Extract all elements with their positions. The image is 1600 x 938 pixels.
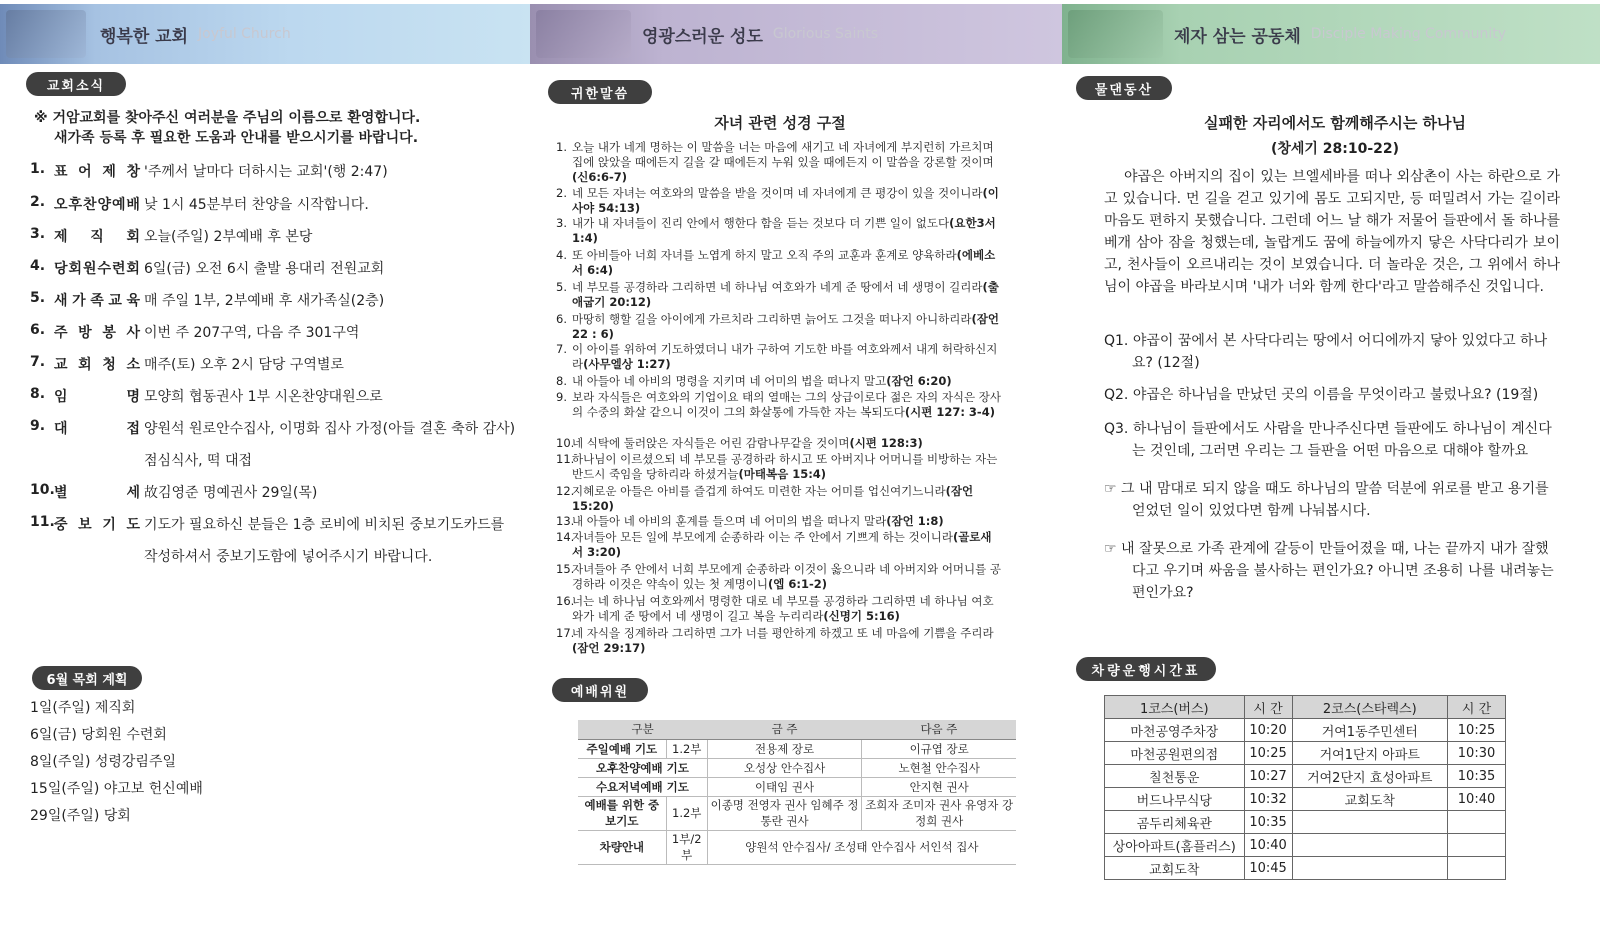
course-1-time: 10:25 <box>1244 742 1292 765</box>
verse-text <box>572 342 1002 372</box>
verse-item <box>556 626 1002 656</box>
news-item-number <box>30 450 54 470</box>
verse-number: 10. <box>556 436 575 450</box>
course-1-time: 10:32 <box>1244 788 1292 811</box>
verse-body: 내 아들아 네 아비의 명령을 지키며 네 어미의 법을 떠나지 말고 <box>572 374 887 388</box>
course-2-time <box>1448 811 1506 834</box>
verse-reference: (신6:6-7) <box>572 170 627 185</box>
verse-number: 16. <box>556 594 575 608</box>
verse-reference: (시편 127: 3-4) <box>904 405 995 420</box>
verse-body: 자녀들아 주 안에서 너희 부모에게 순종하라 이것이 옳으니라 네 아버지와 어머니를 공경하라 이것은 약속이 있는 첫 계명이니 <box>572 562 1002 592</box>
course-1-time: 10:20 <box>1244 719 1292 742</box>
verse-reference: (잠언 29:17) <box>572 641 646 656</box>
news-item <box>30 322 520 342</box>
verse-text <box>572 436 1002 451</box>
news-item-key-char: 임 <box>54 389 68 405</box>
course-2-time: 10:25 <box>1448 719 1506 742</box>
header-next-week: 다음 주 <box>862 720 1016 739</box>
header-course-1: 1코스(버스) <box>1105 696 1245 719</box>
news-item <box>30 546 520 566</box>
banner-joyful-church <box>0 4 530 64</box>
welcome-line-2: 새가족 등록 후 필요한 도움과 안내를 받으시기를 바랍니다. <box>54 130 419 146</box>
news-item-key <box>54 546 144 566</box>
verse-text <box>572 484 1002 514</box>
verse-text <box>572 626 1002 656</box>
course-1-stop: 교회도착 <box>1105 857 1245 880</box>
news-item-key-char: 예 <box>111 197 126 213</box>
news-item-number: 8. <box>30 386 46 402</box>
verse-reference: (신명기 5:16) <box>823 609 900 624</box>
news-item-label <box>30 322 144 342</box>
course-1-stop: 곰두리체육관 <box>1105 811 1245 834</box>
table-row <box>1105 742 1506 765</box>
table-row <box>578 739 1016 758</box>
meditation-question: Q1. 야곱이 꿈에서 본 사닥다리는 땅에서 어디에까지 닿아 있었다고 하나요? (12절) <box>1104 333 1548 371</box>
duty-this-week: 전용제 장로 <box>707 739 862 758</box>
verse-text <box>572 248 1002 278</box>
verse-reference: (시편 128:3) <box>849 436 923 450</box>
news-item-key-char: 별 <box>54 485 68 501</box>
verse-item <box>556 436 1002 451</box>
news-item-key-char: 후 <box>68 197 83 213</box>
news-item-key-char: 회 <box>126 261 140 277</box>
table-header-row <box>1105 696 1506 719</box>
news-item-key-char: 봉 <box>102 325 116 341</box>
news-item-label <box>30 161 144 181</box>
verse-item <box>556 280 1002 310</box>
news-item-key-char: 대 <box>54 421 68 437</box>
news-item-key-char: 련 <box>111 261 126 277</box>
banner-title-en: Joyful Church <box>198 26 291 42</box>
june-plan-item: 6일(금) 당회원 수련회 <box>30 727 167 743</box>
news-item-key-char: 회 <box>68 261 83 277</box>
duty-next-week: 노현철 안수집사 <box>862 758 1016 777</box>
verse-reference: (잠언 15:20) <box>572 484 974 514</box>
verse-number: 6. <box>556 312 567 326</box>
june-plan-item: 8일(주일) 성령강림주일 <box>30 754 176 770</box>
meditation-reference: (창세기 28:10-22) <box>1270 141 1400 157</box>
table-header-row <box>578 720 1016 739</box>
news-item-value: '주께서 날마다 더하시는 교회'(행 2:47) <box>144 164 388 180</box>
meditation-question: ☞ 그 내 맘대로 되지 않을 때도 하나님의 말씀 덕분에 위로를 받고 용기를 얻었던 일이 있었다면 함께 나눠봅시다. <box>1104 481 1549 519</box>
verse-number: 5. <box>556 280 567 294</box>
news-item-key-char: 교 <box>108 293 122 309</box>
banner-photo <box>6 10 86 58</box>
verse-item <box>556 452 1002 482</box>
news-item-key-char: 배 <box>126 197 140 213</box>
verse-item <box>556 562 1002 592</box>
verse-body: 하나님이 이르셨으되 네 부모를 공경하라 하시고 또 아버지나 어머니를 비방하는 자는 반드시 죽임을 당하리라 하셨거늘 <box>572 452 998 482</box>
news-item-key-char: 회 <box>126 229 140 245</box>
verse-item <box>556 312 1002 342</box>
course-1-time: 10:35 <box>1244 811 1292 834</box>
course-2-time: 10:30 <box>1448 742 1506 765</box>
verse-number: 4. <box>556 248 567 262</box>
meditation-pill: 물댄동산 <box>1076 76 1172 100</box>
news-item-label <box>30 450 144 470</box>
welcome-message <box>34 108 504 148</box>
header-course-2: 2코스(스타렉스) <box>1292 696 1448 719</box>
news-item-number: 5. <box>30 290 46 306</box>
duty-part: 1.2부 <box>666 796 707 830</box>
news-item-label <box>30 290 144 310</box>
duty-part: 1부/2부 <box>666 830 707 864</box>
header-time-2: 시 간 <box>1448 696 1506 719</box>
course-2-time: 10:35 <box>1448 765 1506 788</box>
news-item-value: 매주(토) 오후 2시 담당 구역별로 <box>144 357 344 373</box>
verse-text <box>572 280 1002 310</box>
news-item-number: 3. <box>30 226 46 242</box>
news-item-key-char: 접 <box>126 421 140 437</box>
duty-next-week: 안지현 권사 <box>862 777 1016 796</box>
news-item <box>30 482 520 502</box>
news-item-key-char: 양 <box>97 197 111 213</box>
verse-number: 11. <box>556 452 575 466</box>
news-item-key-char: 원 <box>82 261 97 277</box>
news-item-key-char: 사 <box>126 325 140 341</box>
news-item-label <box>30 482 144 502</box>
news-item-label <box>30 386 144 406</box>
duty-role: 오후찬양예배 기도 <box>578 758 707 777</box>
table-row <box>1105 765 1506 788</box>
verse-body: 네 자식을 징계하라 그리하면 그가 너를 평안하게 하겠고 또 네 마음에 기쁨을 주리라 <box>572 626 994 640</box>
news-item-number: 11. <box>30 514 55 530</box>
verse-item <box>556 390 1002 420</box>
header-this-week: 금 주 <box>707 720 862 739</box>
course-1-stop: 마천공원편의점 <box>1105 742 1245 765</box>
welcome-line-1: ※ 거암교회를 찾아주신 여러분을 주님의 이름으로 환영합니다. <box>34 110 421 126</box>
verse-item <box>556 484 1002 514</box>
table-row <box>578 830 1016 864</box>
news-item-key <box>54 482 144 502</box>
news-item-key-char: 제 <box>54 229 68 245</box>
table-row <box>1105 857 1506 880</box>
meditation-body: 야곱은 아버지의 집이 있는 브엘세바를 떠나 외삼촌이 사는 하란으로 가고 있습니다. 먼 길을 걷고 있기에 몸도 고되지만, 등 떠밀려서 가는 길이라 마음도 편하지 못했습니다. 그런데 어느 날 해가 저물어 들판에서 돌 하나를 베개 삼아 잠을 청했는데, 놀랍게도 꿈에 하늘에까지 닿은 사닥다리가 보이고, 천사들이 오르내리는 것이 보였습니다. 더 놀라운 것은, 그 위에서 하나님이 야곱을 바라보시며 '내가 너와 함께 한다'라고 말씀해주신 것입니다. <box>1104 169 1560 295</box>
course-2-time: 10:40 <box>1448 788 1506 811</box>
course-1-stop: 마천공영주차장 <box>1105 719 1245 742</box>
news-item-key <box>54 226 144 246</box>
verse-number: 1. <box>556 140 567 154</box>
course-2-stop: 거여1단지 아파트 <box>1292 742 1448 765</box>
verse-body: 보라 자식들은 여호와의 기업이요 태의 열매는 그의 상급이로다 젊은 자의 자식은 장사의 수중의 화살 같으니 이것이 그의 화살통에 가득한 자는 복되도다 <box>572 390 1002 420</box>
news-item-key-char: 육 <box>126 293 140 309</box>
verse-text <box>572 312 1002 342</box>
banner-title-en: Disciple Making Community <box>1310 26 1507 42</box>
verse-number: 3. <box>556 216 567 230</box>
news-item-value: 작성하셔서 중보기도함에 넣어주시기 바랍니다. <box>144 549 433 565</box>
verse-text <box>572 374 1002 389</box>
verse-body: 내가 내 자녀들이 진리 안에서 행한다 함을 듣는 것보다 더 기쁜 일이 없도다 <box>572 216 950 230</box>
duty-role: 차량안내 <box>578 830 666 864</box>
banner-disciple-community <box>1062 4 1600 64</box>
duty-this-week: 오성상 안수집사 <box>707 758 862 777</box>
verse-number: 14. <box>556 530 575 544</box>
course-1-time: 10:40 <box>1244 834 1292 857</box>
news-item-key-char: 족 <box>90 293 104 309</box>
verse-body: 이 아이를 위하여 기도하였더니 내가 구하여 기도한 바를 여호와께서 내게 허락하신지라 <box>572 342 998 372</box>
course-2-stop <box>1292 834 1448 857</box>
news-item-key-char: 기 <box>102 517 116 533</box>
verse-body: 네 부모를 공경하라 그리하면 네 하나님 여호와가 네게 준 땅에서 네 생명이 길리라 <box>572 280 983 294</box>
news-item <box>30 290 520 310</box>
news-item-label <box>30 194 144 214</box>
table-row <box>1105 811 1506 834</box>
news-item-key-char: 직 <box>90 229 104 245</box>
news-item-number: 9. <box>30 418 46 434</box>
news-item-value: 이번 주 207구역, 다음 주 301구역 <box>144 325 360 341</box>
duty-next-week: 조희자 조미자 권사 유영자 강정희 권사 <box>862 796 1016 830</box>
banner-title-ko: 행복한 교회 <box>100 26 189 47</box>
news-item-key <box>54 194 144 214</box>
news-item-number: 2. <box>30 194 46 210</box>
verse-body: 마땅히 행할 길을 아이에게 가르치라 그리하면 늙어도 그것을 떠나지 아니하리라 <box>572 312 972 326</box>
verse-reference: (요한3서 1:4) <box>572 216 996 246</box>
news-item-number: 4. <box>30 258 46 274</box>
meditation-question: ☞ 내 잘못으로 가족 관계에 갈등이 만들어졌을 때, 나는 끝까지 내가 잘했다고 우기며 싸움을 불사하는 편인가요? 아니면 조용히 나를 내려놓는 편인가요? <box>1104 541 1554 601</box>
banner-photo <box>536 10 631 58</box>
verse-reference: (에베소서 6:4) <box>572 248 996 278</box>
verse-number: 17. <box>556 626 575 640</box>
meditation-question: Q2. 야곱은 하나님을 만났던 곳의 이름을 무엇이라고 불렀나요? (19절) <box>1104 387 1539 403</box>
duty-role: 수요저녁예배 기도 <box>578 777 707 796</box>
verse-item <box>556 140 1002 186</box>
verse-item <box>556 594 1002 624</box>
verse-body: 내 아들아 네 아비의 훈계를 들으며 네 어미의 법을 떠나지 말라 <box>572 514 887 528</box>
verse-body: 오늘 내가 네게 명하는 이 말씀을 너는 마음에 새기고 네 자녀에게 부지런히 가르치며 집에 앉았을 때에든지 길을 갈 때에든지 누워 있을 때에든지 이 말씀을 강론할 것이며 <box>572 140 994 170</box>
news-item-key-char: 보 <box>78 517 92 533</box>
banner-glorious-saints <box>530 4 1062 64</box>
verse-number: 2. <box>556 186 567 200</box>
news-item-key-char: 수 <box>97 261 111 277</box>
verse-text <box>572 562 1002 592</box>
verse-section-title: 자녀 관련 성경 구절 <box>714 114 846 132</box>
verse-body: 네 식탁에 둘러앉은 자식들은 어린 감람나무같을 것이며 <box>572 436 850 450</box>
june-plan-item: 29일(주일) 당회 <box>30 808 131 824</box>
verse-text <box>572 390 1002 420</box>
verse-item <box>556 186 1002 216</box>
news-item-value: 점심식사, 떡 대접 <box>144 453 253 469</box>
verse-body: 자녀들아 모든 일에 부모에게 순종하라 이는 주 안에서 기쁘게 하는 것이니라 <box>572 530 953 544</box>
verse-number: 9. <box>556 390 567 404</box>
course-1-stop: 버드나무식당 <box>1105 788 1245 811</box>
news-item <box>30 354 520 374</box>
news-item-number: 1. <box>30 161 46 177</box>
verse-item <box>556 530 1002 560</box>
duty-this-week: 이종명 전영자 권사 임혜주 정통란 권사 <box>707 796 862 830</box>
duty-part: 1.2부 <box>666 739 707 758</box>
news-item-key-char: 새 <box>54 293 68 309</box>
course-2-stop <box>1292 811 1448 834</box>
news-item-key <box>54 290 144 310</box>
duty-next-week: 이규엽 장로 <box>862 739 1016 758</box>
course-2-time <box>1448 834 1506 857</box>
news-item-key-char: 표 <box>54 164 68 180</box>
news-item-key <box>54 418 144 438</box>
news-item-key <box>54 322 144 342</box>
news-item-key-char: 교 <box>54 357 68 373</box>
worship-committee-table <box>578 720 1016 865</box>
verse-text <box>572 140 1002 186</box>
course-1-time: 10:27 <box>1244 765 1292 788</box>
verse-item <box>556 374 1002 389</box>
news-item-key-char: 명 <box>126 389 140 405</box>
duty-role: 예배를 위한 중보기도 <box>578 796 666 830</box>
news-item-label <box>30 258 144 278</box>
news-item-key-char: 방 <box>78 325 92 341</box>
bus-schedule-table <box>1104 695 1506 880</box>
news-item-key-char: 중 <box>54 517 68 533</box>
news-item-key-char: 오 <box>54 197 68 213</box>
duty-role: 주일예배 기도 <box>578 739 666 758</box>
table-row <box>1105 834 1506 857</box>
news-item-key <box>54 354 144 374</box>
table-row <box>578 758 1016 777</box>
news-item-key-char: 청 <box>102 357 116 373</box>
course-2-stop: 교회도착 <box>1292 788 1448 811</box>
verse-reference: (사무엘상 1:27) <box>583 357 671 372</box>
verse-body: 네 모든 자녀는 여호와의 말씀을 받을 것이며 네 자녀에게 큰 평강이 있을 것이니라 <box>572 186 983 200</box>
news-item <box>30 386 520 406</box>
news-item-key-char: 주 <box>54 325 68 341</box>
verse-number: 12. <box>556 484 575 498</box>
verse-text <box>572 452 1002 482</box>
news-item-key-char: 당 <box>54 261 68 277</box>
table-row <box>578 796 1016 830</box>
verse-number: 7. <box>556 342 567 356</box>
news-item-number: 6. <box>30 322 46 338</box>
course-1-time: 10:45 <box>1244 857 1292 880</box>
meditation-title: 실패한 자리에서도 함께해주시는 하나님 <box>1204 114 1466 132</box>
worship-committee-pill: 예배위원 <box>552 678 648 702</box>
verse-text <box>572 186 1002 216</box>
news-item-label <box>30 354 144 374</box>
june-plan-item: 15일(주일) 야고보 헌신예배 <box>30 781 203 797</box>
verse-number: 15. <box>556 562 575 576</box>
news-item-key-char: 어 <box>78 164 92 180</box>
table-row <box>1105 788 1506 811</box>
duty-this-week: 양원석 안수집사/ 조성태 안수집사 서인석 집사 <box>707 830 1016 864</box>
news-item <box>30 161 520 181</box>
news-item-value: 오늘(주일) 2부예배 후 본당 <box>144 229 313 245</box>
news-item-value: 낮 1시 45분부터 찬양을 시작합니다. <box>144 197 369 213</box>
course-2-stop: 거여2단지 효성아파트 <box>1292 765 1448 788</box>
verse-reference: (출애굽기 20:12) <box>572 280 999 310</box>
news-item-key-char: 창 <box>126 164 140 180</box>
bus-schedule-pill: 차량운행시간표 <box>1076 657 1216 681</box>
table-row <box>1105 719 1506 742</box>
church-news-pill: 교회소식 <box>26 72 126 96</box>
table-row <box>578 777 1016 796</box>
verse-reference: (잠언 6:20) <box>886 374 952 388</box>
verse-item <box>556 342 1002 372</box>
news-item-label <box>30 514 144 534</box>
news-item-label <box>30 546 144 566</box>
news-item-value: 6일(금) 오전 6시 출발 용대리 전원교회 <box>144 261 385 277</box>
verse-text <box>572 530 1002 560</box>
meditation-question: Q3. 하나님이 들판에서도 사람을 만나주신다면 들판에도 하나님이 계신다는 것인데, 그러면 우리는 그 들판을 어떤 마음으로 대해야 할까요 <box>1104 421 1552 459</box>
banner-title-ko: 영광스러운 성도 <box>642 26 763 47</box>
news-item-value: 기도가 필요하신 분들은 1층 로비에 비치된 중보기도카드를 <box>144 517 505 533</box>
course-2-time <box>1448 857 1506 880</box>
news-item-label <box>30 226 144 246</box>
news-item-value: 양원석 원로안수집사, 이명화 집사 가정(아들 결혼 축하 감사) <box>144 421 516 437</box>
verse-reference: (잠언 1:8) <box>886 514 944 528</box>
news-item-key-char: 도 <box>126 517 140 533</box>
verse-reference: (이사야 54:13) <box>572 186 999 216</box>
news-item-key-char: 소 <box>126 357 140 373</box>
verse-text <box>572 514 1002 529</box>
verse-item <box>556 514 1002 529</box>
news-item-value: 모양희 협동권사 1부 시온찬양대원으로 <box>144 389 383 405</box>
precious-word-pill: 귀한말씀 <box>548 80 652 104</box>
verse-item <box>556 216 1002 246</box>
banner-title-ko: 제자 삼는 공동체 <box>1174 26 1301 47</box>
news-item-key-char: 제 <box>102 164 116 180</box>
verse-number: 13. <box>556 514 575 528</box>
news-item-key <box>54 258 144 278</box>
june-plan-pill: 6월 목회 계획 <box>32 666 142 690</box>
verse-body: 너는 네 하나님 여호와께서 명령한 대로 네 부모를 공경하라 그리하면 네 하나님 여호와가 네게 준 땅에서 네 생명이 길고 복을 누리리라 <box>572 594 994 624</box>
news-item <box>30 418 520 438</box>
news-item-key-char: 회 <box>78 357 92 373</box>
news-item-key <box>54 161 144 181</box>
news-item-key-char: 찬 <box>82 197 97 213</box>
course-2-stop <box>1292 857 1448 880</box>
news-item <box>30 194 520 214</box>
news-item-key <box>54 514 144 534</box>
verse-text <box>572 594 1002 624</box>
duty-this-week: 이태임 권사 <box>707 777 862 796</box>
verse-item <box>556 248 1002 278</box>
news-item-key <box>54 386 144 406</box>
verse-body: 지혜로운 아들은 아비를 즐겁게 하여도 미련한 자는 어미를 업신여기느니라 <box>572 484 946 498</box>
news-item <box>30 258 520 278</box>
news-item <box>30 450 520 470</box>
banner-photo <box>1068 10 1163 58</box>
course-1-stop: 상아아파트(홈플러스) <box>1105 834 1245 857</box>
news-item-number: 7. <box>30 354 46 370</box>
news-item-value: 故김영준 명예권사 29일(목) <box>144 485 318 501</box>
verse-reference: (잠언 22 : 6) <box>572 312 999 342</box>
verse-number: 8. <box>556 374 567 388</box>
news-item-key <box>54 450 144 470</box>
verse-reference: (마태복음 15:4) <box>738 467 827 482</box>
news-item <box>30 514 520 534</box>
header-time-1: 시 간 <box>1244 696 1292 719</box>
course-2-stop: 거여1동주민센터 <box>1292 719 1448 742</box>
verse-reference: (엡 6:1-2) <box>768 577 828 592</box>
news-item-value: 매 주일 1부, 2부예배 후 새가족실(2층) <box>144 293 385 309</box>
news-item <box>30 226 520 246</box>
news-item-key-char: 세 <box>126 485 140 501</box>
news-item-key-char: 가 <box>72 293 86 309</box>
verse-text <box>572 216 1002 246</box>
header-category: 구분 <box>578 720 707 739</box>
verse-body: 또 아비들아 너희 자녀를 노엽게 하지 말고 오직 주의 교훈과 훈계로 양육하라 <box>572 248 957 262</box>
banner-title-en: Glorious Saints <box>772 26 879 42</box>
course-1-stop: 칠천통운 <box>1105 765 1245 788</box>
news-item-number: 10. <box>30 482 55 498</box>
june-plan-item: 1일(주일) 제직회 <box>30 700 136 716</box>
verse-reference: (골로새서 3:20) <box>572 530 992 560</box>
news-item-label <box>30 418 144 438</box>
news-item-number <box>30 546 54 566</box>
